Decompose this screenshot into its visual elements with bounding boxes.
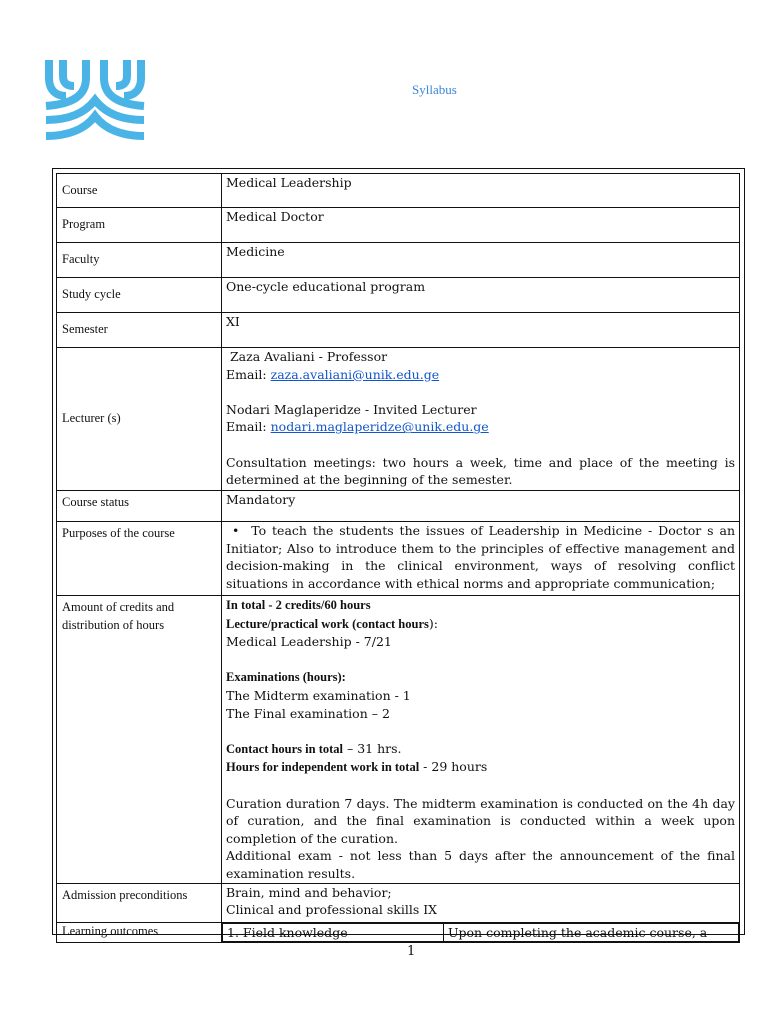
credits-label: Amount of credits and distribution of hours: [57, 596, 222, 884]
study-cycle-value: One-cycle educational program: [222, 278, 740, 313]
row-study-cycle: [57, 278, 740, 313]
bullet-icon: •: [232, 523, 252, 538]
lecturer-1-email-line: [226, 366, 735, 384]
program-value: Medical Doctor: [222, 208, 740, 243]
credits-total: In total - 2 credits/60 hours: [226, 598, 371, 612]
admission-value: [222, 883, 740, 922]
lecturer-2-email-line: [226, 418, 735, 436]
program-label: Program: [57, 208, 222, 243]
course-status-label: Course status: [57, 491, 222, 522]
contact-hours-label: Contact hours in total: [226, 741, 344, 756]
lecture-value: Medical Leadership - 7/21: [226, 634, 392, 650]
email-prefix: Email:: [226, 366, 271, 382]
final-exam: The Final examination – 2: [226, 705, 390, 721]
credits-value: [222, 596, 740, 884]
row-purposes: [57, 522, 740, 596]
learning-outcomes-label: Learning outcomes: [57, 922, 222, 943]
faculty-label: Faculty: [57, 243, 222, 278]
learning-outcomes-value: [222, 922, 740, 943]
row-admission: [57, 883, 740, 922]
row-faculty: [57, 243, 740, 278]
row-program: [57, 208, 740, 243]
learning-outcomes-subtable: [222, 923, 739, 943]
independent-hours-label: Hours for independent work in total: [226, 760, 420, 775]
purposes-value: [222, 522, 740, 596]
row-credits: [57, 596, 740, 884]
course-value: Medical Leadership: [222, 174, 740, 208]
semester-value: XI: [222, 313, 740, 348]
semester-label: Semester: [57, 313, 222, 348]
study-cycle-label: Study cycle: [57, 278, 222, 313]
independent-hours-value: - 29 hours: [419, 759, 488, 775]
syllabus-table: [56, 173, 740, 943]
admission-line-2: Clinical and professional skills IX: [226, 902, 438, 918]
email-prefix: Email:: [226, 419, 271, 435]
purposes-text: To teach the students the issues of Leadership in Medicine - Doctor s an Initiator; Also to introduce them to the principles of effective management and decision-making in the clinical environment, ways of resolving conflict situations in accordance with ethical norms and appropriate communication;: [226, 523, 736, 591]
lecturer-label: Lecturer (s): [57, 348, 222, 491]
lecturer-1-email-link[interactable]: zaza.avaliani@unik.edu.ge: [270, 366, 440, 382]
row-learning-outcomes: [57, 922, 740, 943]
outcome-description: Upon completing the academic course, a: [444, 923, 739, 942]
curation-text: Curation duration 7 days. The midterm examination is conducted on the 4h day of curation, and the final examination is conducted within a week upon completion of the curation.: [226, 795, 735, 846]
course-status-value: Mandatory: [222, 491, 740, 522]
admission-label: Admission preconditions: [57, 883, 222, 922]
consultation-text: Consultation meetings: two hours a week, time and place of the meeting is determined at the beginning of the semester.: [226, 454, 735, 488]
outcome-category: 1. Field knowledge: [223, 923, 444, 942]
lecture-label: Lecture/practical work (contact hours: [226, 616, 429, 631]
contact-hours-value: – 31 hrs.: [343, 740, 402, 756]
row-semester: [57, 313, 740, 348]
document-title: Syllabus: [412, 82, 457, 97]
row-lecturer: [57, 348, 740, 491]
lecturer-2-name: Nodari Maglaperidze - Invited Lecturer: [226, 401, 477, 417]
lecturer-value: [222, 348, 740, 491]
faculty-value: Medicine: [222, 243, 740, 278]
lecturer-2-email-link[interactable]: nodari.maglaperidze@unik.edu.ge: [270, 419, 489, 435]
additional-exam-text: Additional exam - not less than 5 days after the announcement of the final examination results.: [226, 848, 735, 881]
row-course-status: [57, 491, 740, 522]
lecturer-1-name: Zaza Avaliani - Professor: [226, 349, 388, 364]
page-number: 1: [407, 944, 416, 959]
admission-line-1: Brain, mind and behavior;: [226, 884, 392, 900]
exams-label: Examinations (hours):: [226, 670, 346, 685]
midterm-exam: The Midterm examination - 1: [226, 687, 411, 703]
university-logo: [42, 56, 148, 148]
course-label: Course: [57, 174, 222, 208]
lecture-suffix: ):: [428, 615, 438, 631]
purposes-label: Purposes of the course: [57, 522, 222, 596]
row-course: [57, 174, 740, 208]
